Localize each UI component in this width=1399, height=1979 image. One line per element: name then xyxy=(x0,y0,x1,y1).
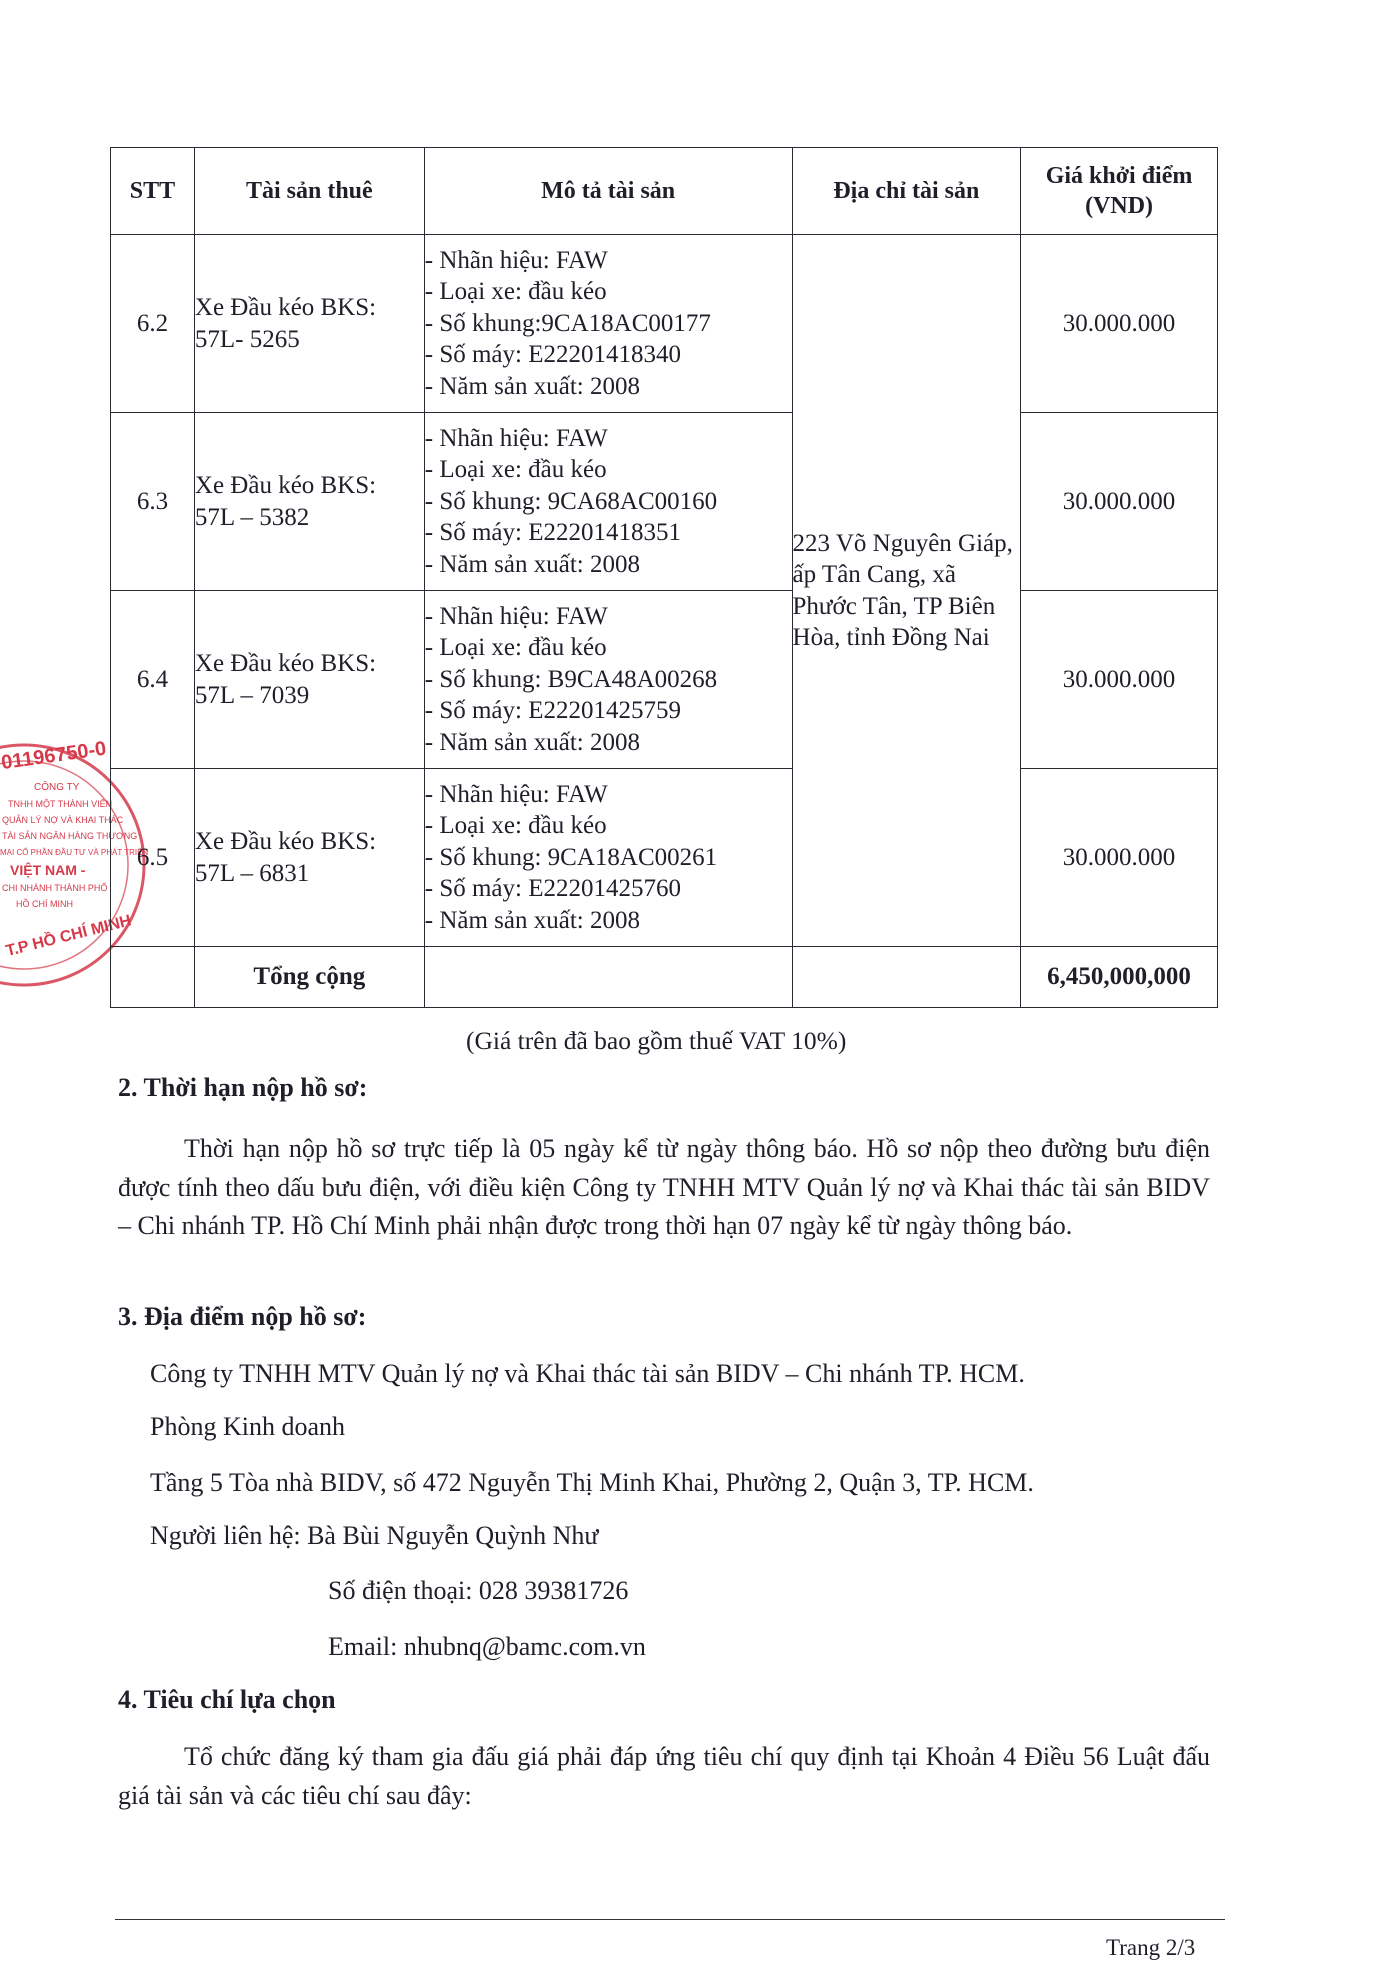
desc-brand: - Nhãn hiệu: FAW xyxy=(424,424,608,452)
desc-brand: - Nhãn hiệu: FAW xyxy=(424,780,608,808)
stamp-line: MẠI CỔ PHẦN ĐẦU TƯ VÀ PHÁT TRIỂN xyxy=(0,848,148,857)
section-3-heading: 3. Địa điểm nộp hồ sơ: xyxy=(118,1302,367,1331)
row-asset-description xyxy=(424,413,792,591)
header-price-unit: (VND) xyxy=(1085,193,1154,219)
stamp-line: VIỆT NAM - xyxy=(10,862,86,878)
desc-chassis: - Số khung: 9CA68AC00160 xyxy=(424,487,718,515)
asset-name-line: Xe Đầu kéo BKS: xyxy=(194,294,377,321)
total-empty-cell xyxy=(792,947,1021,1008)
header-asset-address: Địa chỉ tài sản xyxy=(792,148,1021,235)
section-2-paragraph: Thời hạn nộp hồ sơ trực tiếp là 05 ngày kể từ ngày thông báo. Hồ sơ nộp theo đường bưu điện được tính theo dấu bưu điện, với điều kiện Công ty TNHH MTV Quản lý nợ và Khai thác tài sản BIDV – Chi nhánh TP. Hồ Chí Minh phải nhận được trong thời hạn 07 ngày kể từ ngày thông báo. xyxy=(118,1134,1210,1240)
table-row xyxy=(111,591,1218,769)
stamp-line: TÀI SẢN NGÂN HÀNG THƯƠNG xyxy=(2,831,138,841)
contact-person: Người liên hệ: Bà Bùi Nguyễn Quỳnh Như xyxy=(150,1521,599,1550)
total-label: Tổng cộng xyxy=(194,947,424,1008)
desc-engine: - Số máy: E22201418351 xyxy=(424,519,681,547)
asset-name-line: Xe Đầu kéo BKS: xyxy=(194,650,377,677)
stamp-line: HỒ CHÍ MINH xyxy=(16,899,73,909)
row-asset-address: 223 Võ Nguyên Giáp, ấp Tân Cang, xã Phước Tân, TP Biên Hòa, tỉnh Đồng Nai xyxy=(792,235,1021,947)
total-empty-cell xyxy=(424,947,792,1008)
section-2-heading: 2. Thời hạn nộp hồ sơ: xyxy=(118,1073,368,1102)
section-4-heading: 4. Tiêu chí lựa chọn xyxy=(118,1685,336,1714)
row-price: 30.000.000 xyxy=(1021,769,1218,947)
desc-year: - Năm sản xuất: 2008 xyxy=(424,372,640,400)
table-header-row xyxy=(111,148,1218,235)
asset-plate: 57L – 5382 xyxy=(194,503,310,531)
header-starting-price xyxy=(1021,148,1218,235)
asset-plate: 57L – 7039 xyxy=(194,681,310,709)
row-asset-name xyxy=(194,591,424,769)
asset-name-line: Xe Đầu kéo BKS: xyxy=(194,828,377,855)
contact-email: Email: nhubnq@bamc.com.vn xyxy=(328,1632,646,1661)
asset-name-line: Xe Đầu kéo BKS: xyxy=(194,472,377,499)
table-row xyxy=(111,413,1218,591)
desc-brand: - Nhãn hiệu: FAW xyxy=(424,246,608,274)
submission-address: Tầng 5 Tòa nhà BIDV, số 472 Nguyễn Thị Minh Khai, Phường 2, Quận 3, TP. HCM. xyxy=(150,1468,1034,1497)
desc-chassis: - Số khung: 9CA18AC00261 xyxy=(424,843,718,871)
section-4-paragraph: Tổ chức đăng ký tham gia đấu giá phải đáp ứng tiêu chí quy định tại Khoản 4 Điều 56 Luật đấu giá tài sản và các tiêu chí sau đây: xyxy=(118,1742,1210,1810)
row-asset-description xyxy=(424,235,792,413)
table-total-row xyxy=(111,947,1218,1008)
row-price: 30.000.000 xyxy=(1021,413,1218,591)
header-price-line: Giá khởi điểm xyxy=(1045,163,1193,189)
asset-plate: 57L – 6831 xyxy=(194,859,310,887)
row-asset-description xyxy=(424,769,792,947)
row-stt: 6.3 xyxy=(111,413,195,591)
row-stt: 6.5 xyxy=(111,769,195,947)
row-asset-name xyxy=(194,769,424,947)
row-asset-name xyxy=(194,413,424,591)
stamp-line: TNHH MỘT THÀNH VIÊN xyxy=(8,799,113,809)
desc-year: - Năm sản xuất: 2008 xyxy=(424,906,640,934)
page-number: Trang 2/3 xyxy=(1106,1935,1196,1960)
submission-department: Phòng Kinh doanh xyxy=(150,1412,345,1441)
desc-engine: - Số máy: E22201425760 xyxy=(424,875,681,903)
footer-divider xyxy=(115,1919,1225,1920)
desc-type: - Loại xe: đầu kéo xyxy=(424,634,607,662)
stamp-line: CHI NHÁNH THÀNH PHỐ xyxy=(2,883,108,893)
header-asset-description: Mô tả tài sản xyxy=(424,148,792,235)
desc-brand: - Nhãn hiệu: FAW xyxy=(424,602,608,630)
total-empty-cell xyxy=(111,947,195,1008)
desc-type: - Loại xe: đầu kéo xyxy=(424,278,607,306)
total-value: 6,450,000,000 xyxy=(1021,947,1218,1008)
row-price: 30.000.000 xyxy=(1021,235,1218,413)
row-asset-description xyxy=(424,591,792,769)
row-asset-name xyxy=(194,235,424,413)
desc-year: - Năm sản xuất: 2008 xyxy=(424,728,640,756)
header-stt: STT xyxy=(111,148,195,235)
desc-type: - Loại xe: đầu kéo xyxy=(424,456,607,484)
stamp-line: T.P HỒ CHÍ MINH xyxy=(4,912,134,961)
asset-plate: 57L- 5265 xyxy=(194,325,300,353)
desc-year: - Năm sản xuất: 2008 xyxy=(424,550,640,578)
stamp-number: 01196750-0 xyxy=(0,737,108,775)
row-price: 30.000.000 xyxy=(1021,591,1218,769)
asset-table xyxy=(110,147,1218,1008)
submission-company: Công ty TNHH MTV Quản lý nợ và Khai thác tài sản BIDV – Chi nhánh TP. HCM. xyxy=(150,1359,1025,1388)
table-row xyxy=(111,769,1218,947)
header-asset-name: Tài sản thuê xyxy=(194,148,424,235)
desc-engine: - Số máy: E22201418340 xyxy=(424,341,681,369)
row-stt: 6.4 xyxy=(111,591,195,769)
vat-note: (Giá trên đã bao gồm thuế VAT 10%) xyxy=(466,1026,847,1055)
desc-engine: - Số máy: E22201425759 xyxy=(424,697,681,725)
desc-chassis: - Số khung:9CA18AC00177 xyxy=(424,309,711,337)
stamp-line: QUẢN LÝ NỢ VÀ KHAI THÁC xyxy=(2,815,124,825)
contact-phone: Số điện thoại: 028 39381726 xyxy=(328,1576,629,1605)
row-stt: 6.2 xyxy=(111,235,195,413)
table-row xyxy=(111,235,1218,413)
desc-chassis: - Số khung: B9CA48A00268 xyxy=(424,665,718,693)
desc-type: - Loại xe: đầu kéo xyxy=(424,812,607,840)
stamp-line: CÔNG TY xyxy=(34,782,80,793)
